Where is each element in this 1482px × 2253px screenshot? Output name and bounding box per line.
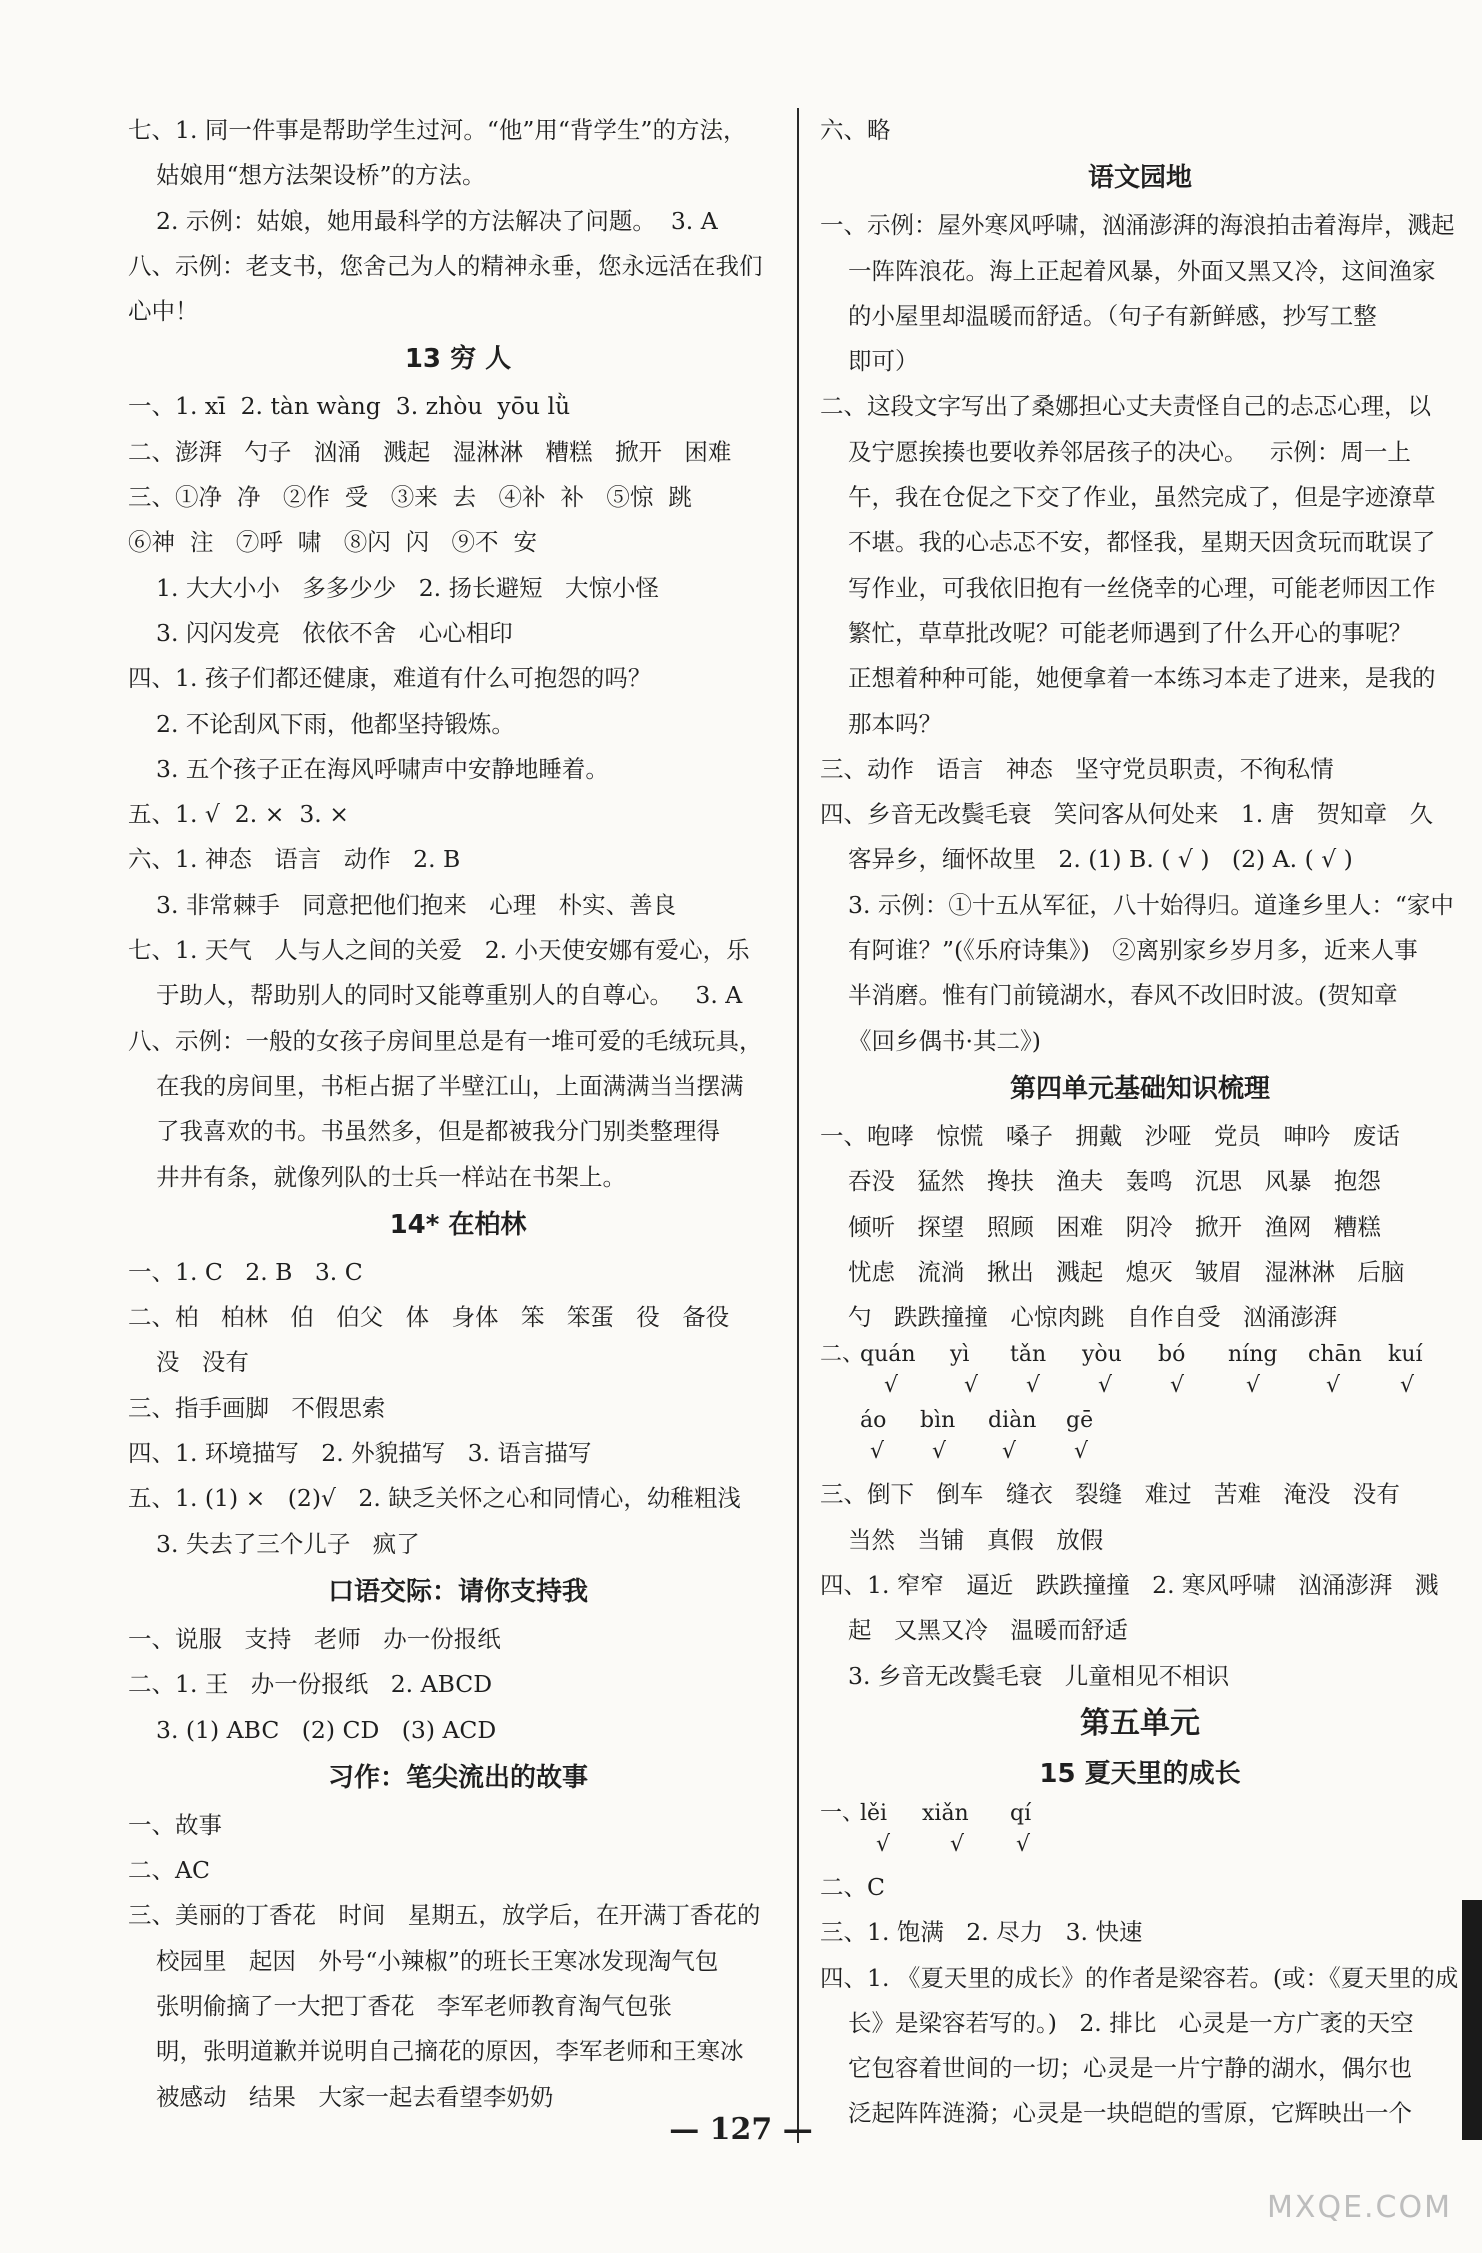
answer-line: 3. (1) ABC (2) CD (3) ACD <box>156 1715 497 1744</box>
answer-line: 《回乡偶书·其二》) <box>848 1026 1041 1055</box>
check-mark: √ <box>1170 1373 1185 1399</box>
answer-line: 一、1. C 2. B 3. C <box>128 1257 363 1286</box>
answer-line: 正想着种种可能，她便拿着一本练习本走了进来，是我的 <box>848 664 1436 693</box>
answer-line: 客异乡，缅怀故里 2. (1) B. ( √ ) (2) A. ( √ ) <box>848 845 1353 874</box>
answer-line: 心中！ <box>128 297 199 326</box>
lesson-title-14: 14* 在柏林 <box>389 1209 527 1240</box>
answer-line: 四、1. 孩子们都还健康，难道有什么可抱怨的吗？ <box>128 664 652 693</box>
answer-line: 二、澎湃 勺子 汹涌 溅起 湿淋淋 糟糕 掀开 困难 <box>128 437 732 466</box>
answer-line: 姑娘用“想方法架设桥”的方法。 <box>156 161 486 190</box>
answer-line: 二、C <box>820 1872 885 1901</box>
check-mark: √ <box>870 1439 885 1465</box>
check-mark: √ <box>964 1373 979 1399</box>
answer-line: 起 又黑又冷 温暖而舒适 <box>848 1616 1128 1645</box>
check-mark: √ <box>1098 1373 1113 1399</box>
answer-line: 三、动作 语言 神态 坚守党员职责，不徇私情 <box>820 754 1334 783</box>
answer-line: 那本吗？ <box>848 709 942 738</box>
pinyin: bìn <box>920 1408 956 1434</box>
pinyin: níng <box>1228 1342 1278 1368</box>
check-mark: √ <box>884 1373 899 1399</box>
answer-line: 二、AC <box>128 1856 210 1885</box>
answer-line: 3. 示例：①十五从军征，八十始得归。道逢乡里人：“家中 <box>848 890 1454 919</box>
pinyin-row <box>820 1340 1460 1406</box>
check-mark: √ <box>1016 1831 1031 1857</box>
answer-line: 忧虑 流淌 揪出 溅起 熄灭 皱眉 湿淋淋 后脑 <box>848 1257 1405 1286</box>
answer-line: 一、咆哮 惊慌 嗓子 拥戴 沙哑 党员 呻吟 废话 <box>820 1121 1400 1150</box>
answer-line: 二、1. 王 办一份报纸 2. ABCD <box>128 1670 493 1699</box>
answer-line: 四、1. 《夏天里的成长》的作者是梁容若。(或：《夏天里的成 <box>820 1963 1459 1992</box>
answer-line: 3. 乡音无改鬓毛衰 儿童相见不相识 <box>848 1661 1230 1690</box>
answer-line: 3. 五个孩子正在海风呼啸声中安静地睡着。 <box>156 754 609 783</box>
answer-line: 一阵阵浪花。海上正起着风暴，外面又黑又冷，这间渔家 <box>848 256 1436 285</box>
watermark: MXQE.COM <box>1267 2190 1452 2225</box>
answer-line: 2. 示例：姑娘，她用最科学的方法解决了问题。 3. A <box>156 206 718 235</box>
writing-title: 习作：笔尖流出的故事 <box>327 1762 588 1793</box>
pinyin: yòu <box>1082 1342 1122 1368</box>
pinyin: kuí <box>1388 1342 1423 1368</box>
answer-line: 繁忙，草草批改呢？可能老师遇到了什么开心的事呢？ <box>848 618 1412 647</box>
pinyin: yì <box>950 1342 970 1368</box>
answer-line: 一、说服 支持 老师 办一份报纸 <box>128 1624 501 1653</box>
answer-line: 张明偷摘了一大把丁香花 李军老师教育淘气包张 <box>156 1991 672 2020</box>
answer-line: 吞没 猛然 搀扶 渔夫 轰鸣 沉思 风暴 抱怨 <box>848 1167 1381 1196</box>
answer-line: 明，张明道歉并说明自己摘花的原因，李军老师和王寒冰 <box>156 2037 744 2066</box>
answer-line: 四、1. 环境描写 2. 外貌描写 3. 语言描写 <box>128 1439 592 1468</box>
item-label: 一、 <box>820 1800 865 1826</box>
answer-line: 八、示例：老支书，您舍己为人的精神永垂，您永远活在我们 <box>128 251 763 280</box>
answer-line: 当然 当铺 真假 放假 <box>848 1525 1104 1554</box>
answer-line: 一、1. xī 2. tàn wàng 3. zhòu yōu lǜ <box>128 392 571 421</box>
pinyin-row <box>820 1406 1460 1472</box>
answer-line: 三、指手画脚 不假思索 <box>128 1393 386 1422</box>
unit5-title: 第五单元 <box>1080 1705 1200 1741</box>
answer-line: 半消磨。惟有门前镜湖水，春风不改旧时波。(贺知章 <box>848 981 1398 1010</box>
answer-line: 四、1. 窄窄 逼近 跌跌撞撞 2. 寒风呼啸 汹涌澎湃 溅 <box>820 1571 1439 1600</box>
answer-line: 四、乡音无改鬓毛衰 笑问客从何处来 1. 唐 贺知章 久 <box>820 800 1434 829</box>
page-number: — 127 — <box>669 2112 813 2147</box>
answer-line: 二、柏 柏林 伯 伯父 体 身体 笨 笨蛋 役 备役 <box>128 1303 730 1332</box>
answer-line: 它包容着世间的一切；心灵是一片宁静的湖水，偶尔也 <box>848 2054 1412 2083</box>
answer-line: 3. 失去了三个儿子 疯了 <box>156 1529 420 1558</box>
check-mark: √ <box>876 1831 891 1857</box>
pinyin: bó <box>1158 1342 1186 1368</box>
answer-line: 五、1. (1) × (2)√ 2. 缺乏关怀之心和同情心，幼稚粗浅 <box>128 1484 741 1513</box>
answer-line: 二、这段文字写出了桑娜担心丈夫责怪自己的忐忑心理，以 <box>820 392 1431 421</box>
answer-line: 1. 大大小小 多多少少 2. 扬长避短 大惊小怪 <box>156 573 660 602</box>
answer-line: 井井有条，就像列队的士兵一样站在书架上。 <box>156 1162 626 1191</box>
pinyin-row <box>820 1799 1460 1865</box>
answer-line: 三、1. 饱满 2. 尽力 3. 快速 <box>820 1918 1143 1947</box>
left-column <box>128 108 788 2120</box>
pinyin: áo <box>860 1408 887 1434</box>
pinyin: xiǎn <box>922 1800 969 1826</box>
answer-line: 不堪。我的心忐忑不安，都怪我，星期天因贪玩而耽误了 <box>848 528 1436 557</box>
answer-line: 泛起阵阵涟漪；心灵是一块皑皑的雪原，它辉映出一个 <box>848 2099 1412 2128</box>
check-mark: √ <box>1074 1439 1089 1465</box>
check-mark: √ <box>1246 1373 1261 1399</box>
answer-line: 及宁愿挨揍也要收养邻居孩子的决心。 示例：周一上 <box>848 437 1411 466</box>
check-mark: √ <box>950 1831 965 1857</box>
answer-line: 一、示例：屋外寒风呼啸，汹涌澎湃的海浪拍击着海岸，溅起 <box>820 211 1455 240</box>
answer-line: 午，我在仓促之下交了作业，虽然完成了，但是字迹潦草 <box>848 483 1436 512</box>
answer-line: 3. 闪闪发亮 依依不舍 心心相印 <box>156 618 513 647</box>
answer-line: 于助人，帮助别人的同时又能尊重别人的自尊心。 3. A <box>156 981 743 1010</box>
answer-line: 的小屋里却温暖而舒适。（句子有新鲜感，抄写工整 <box>848 301 1377 330</box>
lesson-title-13: 13 穷 人 <box>404 344 512 375</box>
pinyin: gē <box>1066 1408 1094 1434</box>
edge-tab <box>1462 1900 1482 2140</box>
answer-line: 长》是梁容若写的。) 2. 排比 心灵是一方广袤的天空 <box>848 2008 1414 2037</box>
answer-line: 三、美丽的丁香花 时间 星期五，放学后，在开满丁香花的 <box>128 1901 761 1930</box>
pinyin: chān <box>1308 1342 1362 1368</box>
answer-line: 五、1. √ 2. × 3. × <box>128 800 349 829</box>
pinyin: tǎn <box>1010 1342 1047 1368</box>
answer-line: 勺 跌跌撞撞 心惊肉跳 自作自受 汹涌澎湃 <box>848 1303 1338 1332</box>
answer-line: ⑥神 注 ⑦呼 啸 ⑧闪 闪 ⑨不 安 <box>128 528 537 557</box>
lesson-title-15: 15 夏天里的成长 <box>1039 1758 1241 1789</box>
answer-line: 一、故事 <box>128 1810 222 1839</box>
chinese-garden-title: 语文园地 <box>1087 163 1192 194</box>
answer-line: 六、略 <box>820 116 891 144</box>
unit4-review-title: 第四单元基础知识梳理 <box>1009 1073 1270 1104</box>
answer-line: 八、示例：一般的女孩子房间里总是有一堆可爱的毛绒玩具， <box>128 1026 763 1055</box>
answer-line: 了我喜欢的书。书虽然多，但是都被我分门别类整理得 <box>156 1117 720 1146</box>
pinyin: diàn <box>988 1408 1037 1434</box>
check-mark: √ <box>1400 1373 1415 1399</box>
answer-line: 在我的房间里，书柜占据了半壁江山，上面满满当当摆满 <box>156 1071 744 1100</box>
answer-line: 倾听 探望 照顾 困难 阴冷 掀开 渔网 糟糕 <box>848 1212 1381 1241</box>
answer-line: 即可） <box>848 347 919 376</box>
answer-line: 校园里 起因 外号“小辣椒”的班长王寒冰发现淘气包 <box>156 1946 719 1975</box>
column-divider <box>797 108 799 2143</box>
pinyin: quán <box>860 1342 916 1368</box>
check-mark: √ <box>1326 1373 1341 1399</box>
check-mark: √ <box>932 1439 947 1465</box>
answer-line: 七、1. 天气 人与人之间的关爱 2. 小天使安娜有爱心，乐 <box>128 936 750 965</box>
answer-line: 写作业，可我依旧抱有一丝侥幸的心理，可能老师因工作 <box>848 573 1436 602</box>
answer-line: 三、①净 净 ②作 受 ③来 去 ④补 补 ⑤惊 跳 <box>128 483 692 512</box>
item-label: 二、 <box>820 1342 865 1368</box>
check-mark: √ <box>1026 1373 1041 1399</box>
oral-communication-title: 口语交际：请你支持我 <box>327 1576 588 1607</box>
pinyin: lěi <box>860 1800 888 1826</box>
right-column <box>820 108 1460 2137</box>
answer-line: 3. 非常棘手 同意把他们抱来 心理 朴实、善良 <box>156 890 677 919</box>
check-mark: √ <box>1002 1439 1017 1465</box>
answer-line: 三、倒下 倒车 缝衣 裂缝 难过 苦难 淹没 没有 <box>820 1480 1400 1509</box>
answer-line: 被感动 结果 大家一起去看望李奶奶 <box>156 2082 554 2111</box>
answer-line: 2. 不论刮风下雨，他都坚持锻炼。 <box>156 709 515 738</box>
pinyin: qí <box>1010 1800 1032 1826</box>
answer-line: 六、1. 神态 语言 动作 2. B <box>128 845 461 874</box>
answer-line: 有阿谁？”(《乐府诗集》) ②离别家乡岁月多，近来人事 <box>848 936 1418 965</box>
answer-line: 七、1. 同一件事是帮助学生过河。“他”用“背学生”的方法， <box>128 116 747 144</box>
answer-line: 没 没有 <box>156 1348 249 1377</box>
